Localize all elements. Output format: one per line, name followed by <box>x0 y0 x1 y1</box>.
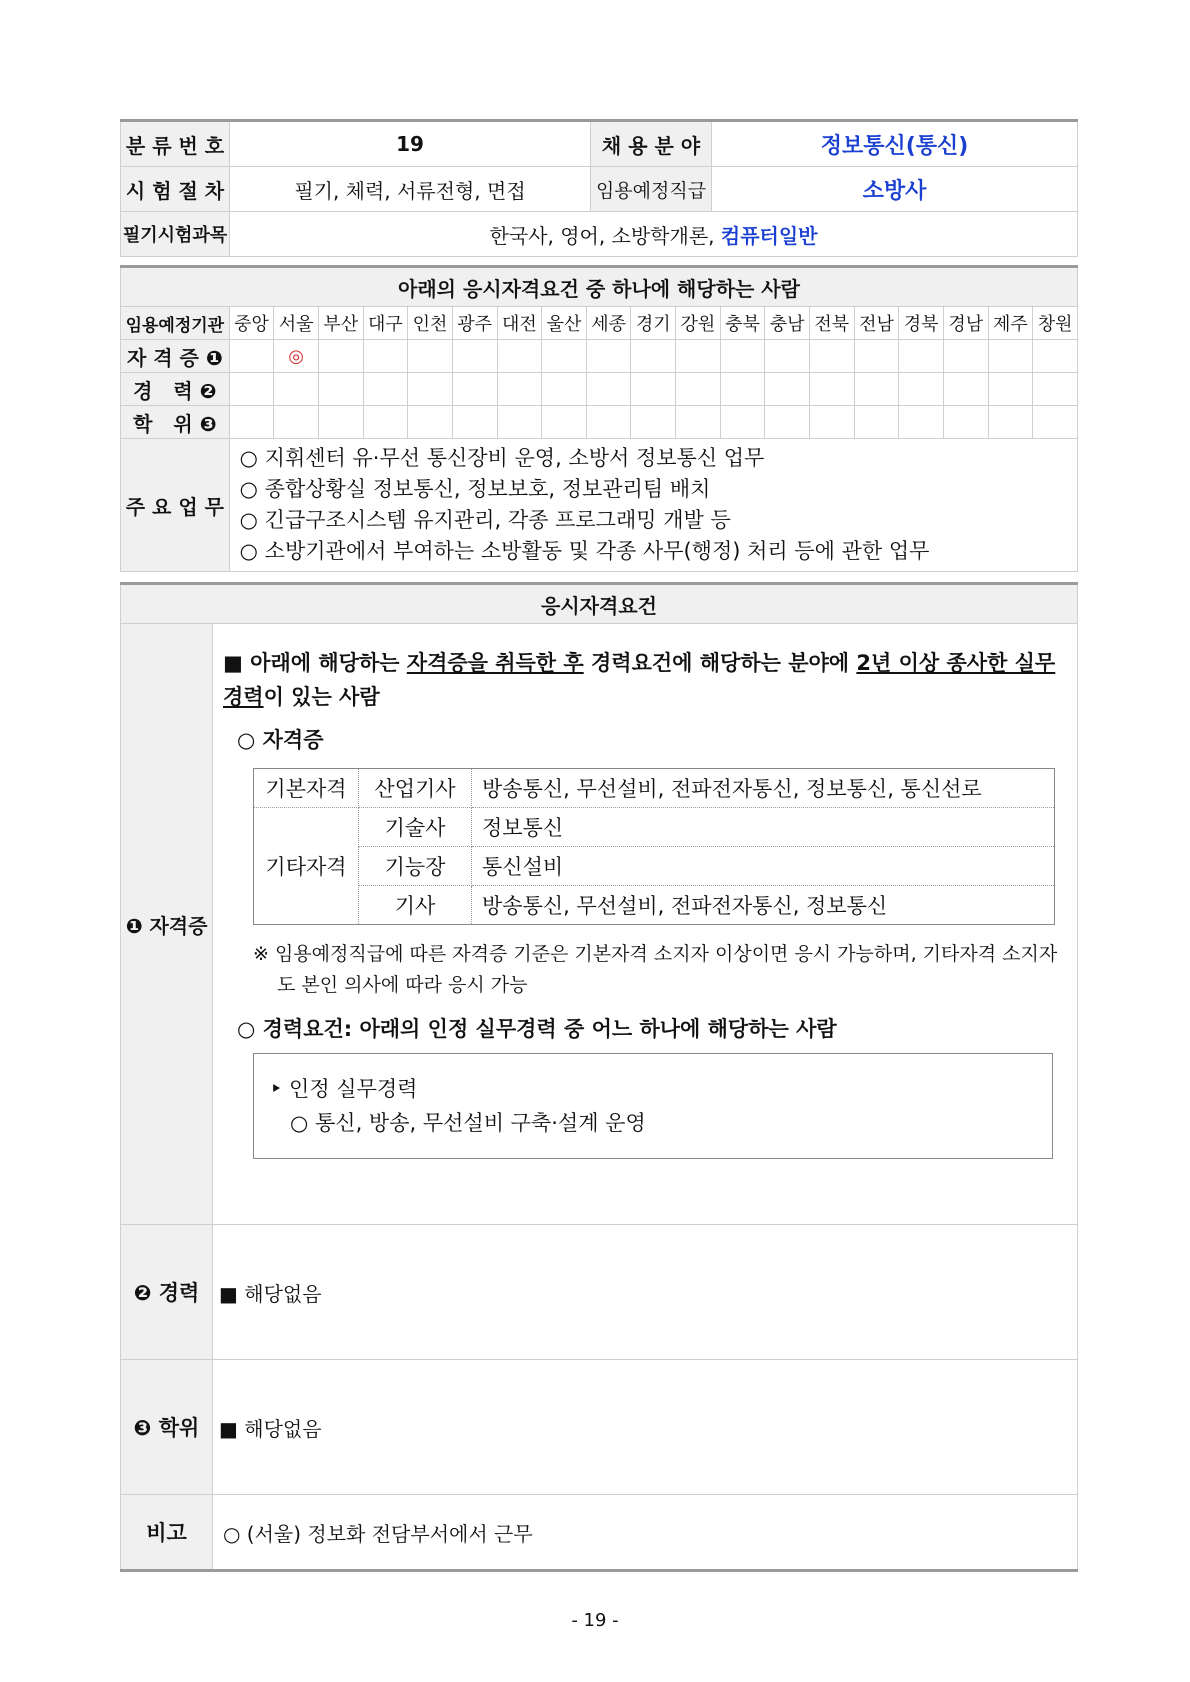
degree-label: ❸ 학위 <box>121 1360 213 1495</box>
agency-name: 제주 <box>988 307 1033 340</box>
other-grade: 기능장 <box>359 847 472 886</box>
cert-table <box>253 768 1055 925</box>
agency-name: 대구 <box>363 307 408 340</box>
cert-label: ❶ 자격증 <box>121 624 213 1225</box>
agency-name: 인천 <box>408 307 453 340</box>
cert-content <box>213 624 1078 1225</box>
agency-name: 세종 <box>586 307 631 340</box>
other-qual: 기타자격 <box>254 808 359 925</box>
mark-seoul-cert: ◎ <box>274 340 319 373</box>
rank-label: 임용예정직급 <box>591 167 712 212</box>
agency-name: 대전 <box>497 307 542 340</box>
main-requirement: ■ 아래에 해당하는 자격증을 취득한 후 경력요건에 해당하는 분야에 2년 이상 종사한 실무경력이 있는 사람 <box>223 651 1056 709</box>
duty-item: ○ 종합상황실 정보통신, 정보보호, 정보관리팀 배치 <box>239 477 711 501</box>
remark-label: 비고 <box>121 1495 213 1571</box>
duties-label: 주 요 업 무 <box>121 439 230 572</box>
other-fields: 방송통신, 무선설비, 전파전자통신, 정보통신 <box>472 886 1055 925</box>
agency-name: 강원 <box>676 307 721 340</box>
exp-label: ❷ 경력 <box>121 1225 213 1360</box>
duty-item: ○ 지휘센터 유·무선 통신장비 운영, 소방서 정보통신 업무 <box>239 446 765 470</box>
cert-subheading: ○ 자격증 <box>237 728 324 752</box>
degree-value: ■ 해당없음 <box>213 1360 1078 1495</box>
subjects-value: 한국사, 영어, 소방학개론, 컴퓨터일반 <box>230 212 1078 257</box>
agency-name: 경북 <box>899 307 944 340</box>
field-value: 정보통신(통신) <box>712 121 1078 167</box>
requirements-table <box>120 582 1078 1572</box>
agency-name: 경남 <box>943 307 988 340</box>
agency-name: 부산 <box>318 307 363 340</box>
document-page <box>120 119 1078 1572</box>
agency-name: 충북 <box>720 307 765 340</box>
exp-value: ■ 해당없음 <box>213 1225 1078 1360</box>
eligibility-header: 아래의 응시자격요건 중 하나에 해당하는 사람 <box>121 267 1078 307</box>
rank-value: 소방사 <box>712 167 1078 212</box>
row-career-label: 경 력 ❷ <box>121 373 230 406</box>
class-no-label: 분 류 번 호 <box>121 121 230 167</box>
process-value: 필기, 체력, 서류전형, 면접 <box>230 167 591 212</box>
career-box-item: ○ 통신, 방송, 무선설비 구축·설계 운영 <box>290 1111 646 1135</box>
agency-name: 충남 <box>765 307 810 340</box>
agency-name: 울산 <box>542 307 587 340</box>
other-fields: 통신설비 <box>472 847 1055 886</box>
career-subheading: ○ 경력요건: 아래의 인정 실무경력 중 어느 하나에 해당하는 사람 <box>237 1017 837 1041</box>
row-degree-label: 학 위 ❸ <box>121 406 230 439</box>
career-box-title: ‣ 인정 실무경력 <box>270 1077 418 1101</box>
eligibility-table <box>120 265 1078 572</box>
process-label: 시 험 절 차 <box>121 167 230 212</box>
row-cert-label: 자 격 증 ❶ <box>121 340 230 373</box>
agency-name: 중앙 <box>229 307 274 340</box>
cert-note: ※ 임용예정직급에 따른 자격증 기준은 기본자격 소지자 이상이면 응시 가능하며, 기타자격 소지자도 본인 의사에 따라 응시 가능 <box>253 943 1058 996</box>
requirements-header: 응시자격요건 <box>121 584 1078 624</box>
duty-item: ○ 소방기관에서 부여하는 소방활동 및 각종 사무(행정) 처리 등에 관한 업무 <box>239 539 930 563</box>
agency-name: 광주 <box>452 307 497 340</box>
other-fields: 정보통신 <box>472 808 1055 847</box>
other-grade: 기사 <box>359 886 472 925</box>
agency-name: 전남 <box>854 307 899 340</box>
career-box <box>253 1053 1053 1159</box>
agency-label: 임용예정기관 <box>121 307 230 340</box>
duties-list <box>229 439 1077 572</box>
class-no: 19 <box>230 121 591 167</box>
agency-name: 서울 <box>274 307 319 340</box>
field-label: 채 용 분 야 <box>591 121 712 167</box>
basic-grade: 산업기사 <box>359 769 472 808</box>
agency-name: 전북 <box>810 307 855 340</box>
remark-value: ○ (서울) 정보화 전담부서에서 근무 <box>213 1495 1078 1571</box>
other-grade: 기술사 <box>359 808 472 847</box>
agency-name: 창원 <box>1033 307 1078 340</box>
page-number: - 19 - <box>571 1610 619 1631</box>
agency-name: 경기 <box>631 307 676 340</box>
subjects-label: 필기시험과목 <box>121 212 230 257</box>
summary-table <box>120 119 1078 257</box>
duty-item: ○ 긴급구조시스템 유지관리, 각종 프로그래밍 개발 등 <box>239 508 731 532</box>
basic-qual: 기본자격 <box>254 769 359 808</box>
basic-fields: 방송통신, 무선설비, 전파전자통신, 정보통신, 통신선로 <box>472 769 1055 808</box>
